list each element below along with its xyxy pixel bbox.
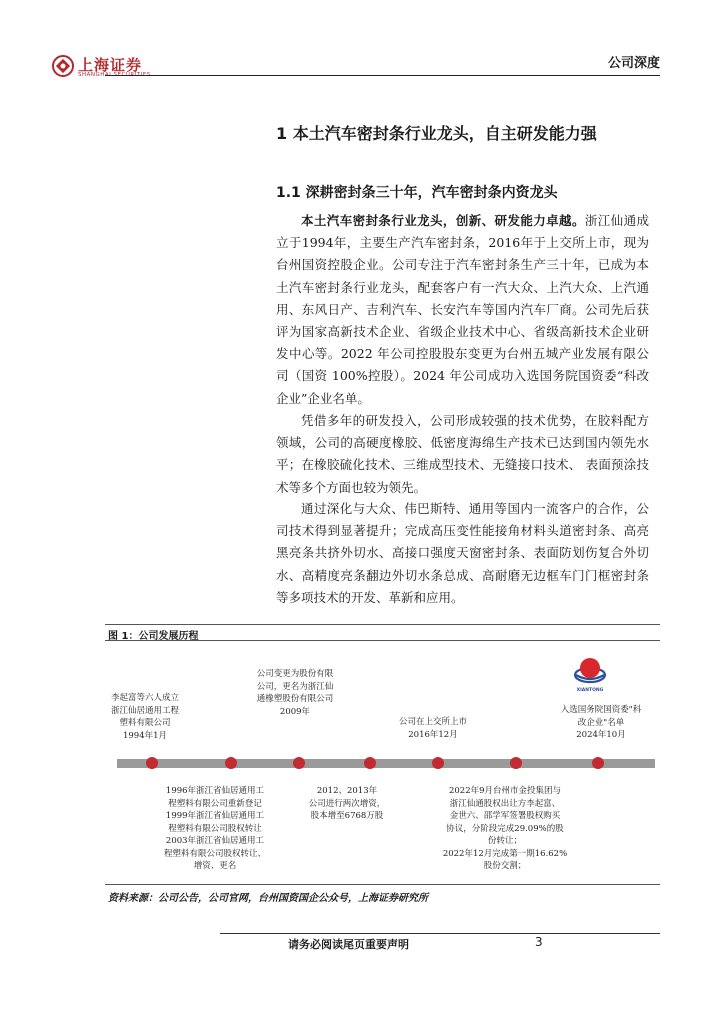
timeline-event-2009: 公司变更为股份有限 公司，更名为浙江仙 通橡塑股份有限公司 2009年 <box>256 669 334 717</box>
paragraph-lead: 本土汽车密封条行业龙头，创新、研发能力卓越。 <box>301 213 585 228</box>
timeline-dot <box>592 757 604 769</box>
timeline-bar <box>117 759 655 768</box>
disclaimer-notice: 请务必阅读尾页重要声明 <box>288 938 409 951</box>
timeline-event-1996: 1996年浙江省仙居通用工 程塑料有限公司重新登记 1999年浙江省仙居通用工 程塑料有限公司股权转让 2003年浙江省仙居通用工 程塑料有限公司股权转让、 增资、更名 <box>163 786 266 871</box>
figure-bottom-rule <box>105 884 660 885</box>
header-divider <box>105 75 660 76</box>
brand-name: 上海证券 <box>78 56 143 74</box>
company-logo-icon <box>573 653 607 687</box>
figure-caption: 图 1：公司发展历程 <box>108 631 199 642</box>
footer-divider <box>220 933 660 934</box>
paragraph-1-text: 浙江仙通成立于1994年，主要生产汽车密封条，2016年于上交所上市，现为台州国资控股企业。公司专注于汽车密封条生产三十年，已成为本土汽车密封条行业龙头，配套客户有一汽大众、上汽大众、上汽通用、东风日产、吉利汽车、长安汽车等国内汽车厂商。公司先后获评为国家高新技术企业、省级企业技术中心、省级高新技术企业研发中心等。2022 年公司控股股东变更为台州五城产业发展有限公司（国资 100%控股）。2024 年公司成功入选国务院国资委“科改企业”企业名单。 <box>276 213 649 406</box>
figure-source: 资料来源：公司公告，公司官网，台州国资国企公众号，上海证券研究所 <box>108 893 428 904</box>
logo-icon <box>52 55 74 77</box>
timeline-dot <box>510 757 522 769</box>
section-heading: 1 本土汽车密封条行业龙头，自主研发能力强 <box>276 124 597 143</box>
timeline-event-2024: 入选国务院国资委"科 改企业"名单 2024年10月 <box>560 705 642 740</box>
timeline-dot <box>432 757 444 769</box>
figure-caption-rule <box>105 640 660 641</box>
page-number: 3 <box>535 935 543 949</box>
timeline-event-2016: 公司在上交所上市 2016年12月 <box>398 717 467 740</box>
paragraph-3: 通过深化与大众、伟巴斯特、通用等国内一流客户的合作，公司技术得到显著提升；完成高压变性能接角材料头道密封条、高亮黑亮条共挤外切水、高接口强度天窗密封条、表面防划伤复合外切水、高精度亮条翻边外切水条总成、高耐磨无边框车门门框密封条等多项技术的开发、革新和应用。 <box>276 501 649 605</box>
timeline-event-1994: 李起富等六人成立 浙江仙居通用工程 塑料有限公司 1994年1月 <box>110 693 179 741</box>
timeline-dot <box>293 757 305 769</box>
paragraph-2: 凭借多年的研发投入，公司形成较强的技术优势，在胶料配方领域，公司的高硬度橡胶、低密度海绵生产技术已达到国内领先水平；在橡胶硫化技术、三维成型技术、无缝接口技术、 表面预涂技术等多个方面也较为领先。 <box>276 413 649 495</box>
figure-top-rule <box>105 624 660 625</box>
brand-name-en: SHANGHAI SECURITIES <box>78 72 151 78</box>
report-type: 公司深度 <box>607 56 660 71</box>
timeline-dot <box>364 757 376 769</box>
paragraph-1 <box>276 210 649 410</box>
timeline-dot <box>225 757 237 769</box>
timeline-dot <box>146 757 158 769</box>
timeline-event-2022: 2022年9月台州市金投集团与 浙江仙通股权出让方李起富、 金世六、邵学军签署股权购买 协议，分阶段完成29.09%的股 份转让； 2022年12月完成第一期16.62% 股份交割； <box>442 786 568 871</box>
timeline-event-2012: 2012、2013年 公司进行两次增资， 股本增至6768万股 <box>308 786 386 821</box>
company-logo-text: XIANTONG <box>576 688 604 693</box>
subsection-heading: 1.1 深耕密封条三十年，汽车密封条内资龙头 <box>276 185 558 201</box>
